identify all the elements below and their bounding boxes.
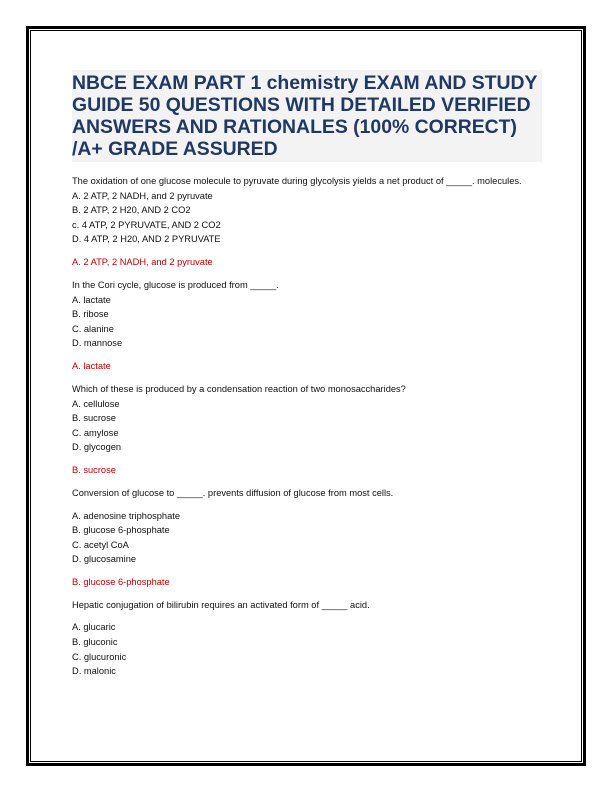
question-3 bbox=[72, 382, 542, 477]
question-stem: Which of these is produced by a condensation reaction of two monosaccharides? bbox=[72, 383, 406, 394]
answer: A. lactate bbox=[72, 360, 111, 371]
option: C. amylose bbox=[72, 427, 119, 438]
answer: B. sucrose bbox=[72, 464, 116, 475]
option: C. acetyl CoA bbox=[72, 539, 129, 550]
option: B. 2 ATP, 2 H20, AND 2 CO2 bbox=[72, 205, 191, 216]
option: A. cellulose bbox=[72, 398, 120, 409]
option: C. alanine bbox=[72, 323, 114, 334]
option: B. glucose 6-phosphate bbox=[72, 525, 170, 536]
option: A. adenosine triphosphate bbox=[72, 510, 181, 521]
question-1 bbox=[72, 174, 542, 269]
option: B. ribose bbox=[72, 309, 109, 320]
option: D. malonic bbox=[72, 666, 116, 677]
option: B. sucrose bbox=[72, 413, 116, 424]
option: c. 4 ATP, 2 PYRUVATE, AND 2 CO2 bbox=[72, 219, 221, 230]
question-2 bbox=[72, 278, 542, 373]
option: D. 4 ATP, 2 H20, AND 2 PYRUVATE bbox=[72, 234, 221, 245]
document-title: NBCE EXAM PART 1 chemistry EXAM AND STUDY GUIDE 50 QUESTIONS WITH DETAILED VERIFIED ANSWERS AND RATIONALES (100% CORRECT) /A+ GRADE ASSURED bbox=[72, 72, 538, 160]
answer: B. glucose 6-phosphate bbox=[72, 576, 170, 587]
question-stem: Hepatic conjugation of bilirubin requires an activated form of _____ acid. bbox=[72, 599, 370, 610]
option: C. glucuronic bbox=[72, 651, 127, 662]
question-stem: Conversion of glucose to _____. prevents diffusion of glucose from most cells. bbox=[72, 487, 394, 498]
option: A. lactate bbox=[72, 294, 111, 305]
option: A. 2 ATP, 2 NADH, and 2 pyruvate bbox=[72, 190, 213, 201]
question-stem: The oxidation of one glucose molecule to pyruvate during glycolysis yields a net product of _____. molecules. bbox=[72, 176, 522, 186]
option: D. glucosamine bbox=[72, 554, 137, 565]
question-4 bbox=[72, 486, 542, 589]
title-block bbox=[72, 70, 542, 162]
option: D. glycogen bbox=[72, 442, 122, 453]
answer: A. 2 ATP, 2 NADH, and 2 pyruvate bbox=[72, 256, 213, 267]
spacer bbox=[72, 501, 542, 509]
option: A. glucaric bbox=[72, 622, 116, 633]
document-body bbox=[72, 70, 542, 679]
option: B. gluconic bbox=[72, 637, 118, 648]
question-stem: In the Cori cycle, glucose is produced from _____. bbox=[72, 279, 279, 290]
option: D. mannose bbox=[72, 338, 123, 349]
question-5 bbox=[72, 598, 542, 679]
spacer bbox=[72, 612, 542, 620]
